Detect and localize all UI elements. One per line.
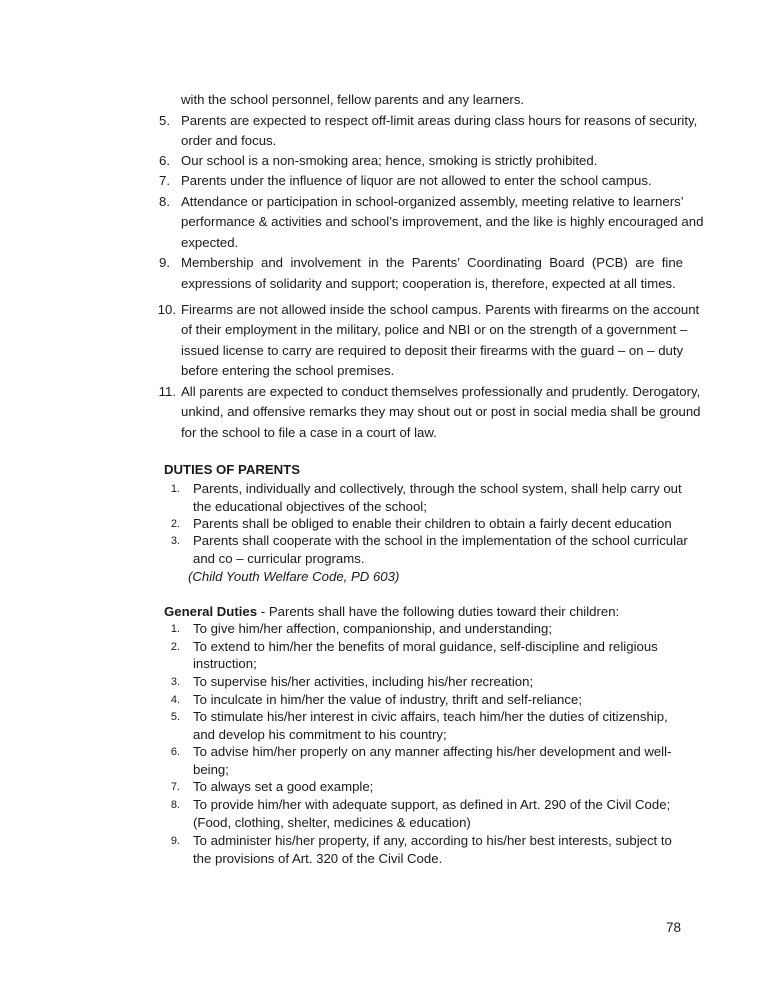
general-duty-4-line-1: To inculcate in him/her the value of industry, thrift and self-reliance; (193, 692, 582, 707)
rule-9-line-1 (181, 253, 683, 273)
rule-number: 5. (159, 113, 170, 128)
duty-3-line-1: Parents shall cooperate with the school in the implementation of the school curricular (193, 533, 688, 548)
duty-2-line-1: Parents shall be obliged to enable their children to obtain a fairly decent education (193, 516, 672, 531)
general-duty-number: 1. (170, 623, 180, 635)
rule-8-line-1: Attendance or participation in school-organized assembly, meeting relative to learners’ (181, 194, 684, 209)
rule-8-line-3: expected. (181, 235, 239, 250)
rule-number: 10. (157, 302, 176, 317)
general-duty-9-line-2: the provisions of Art. 320 of the Civil Code. (193, 851, 443, 866)
rule-10-line-1: Firearms are not allowed inside the school campus. Parents with firearms on the account (181, 302, 700, 317)
general-duty-number: 9. (170, 835, 180, 847)
duty-1-line-2: the educational objectives of the school; (193, 499, 427, 514)
general-duty-number: 6. (170, 746, 180, 758)
general-duty-number: 5. (170, 711, 180, 723)
general-duty-number: 7. (170, 781, 180, 793)
duties-of-parents-heading: DUTIES OF PARENTS (164, 462, 301, 477)
rule-number: 11. (158, 384, 176, 399)
rule-10-line-4: before entering the school premises. (181, 363, 395, 378)
general-duty-8-line-2: (Food, clothing, shelter, medicines & education) (193, 815, 471, 830)
rule-number: 9. (159, 255, 170, 270)
rule-number: 6. (159, 153, 170, 168)
general-duty-number: 2. (170, 641, 180, 653)
general-duty-5-line-2: and develop his commitment to his country; (193, 727, 447, 742)
duty-1-line-1: Parents, individually and collectively, through the school system, shall help carry out (193, 481, 682, 496)
rule-10-line-3: issued license to carry are required to deposit their firearms with the guard – on – duty (181, 343, 684, 358)
general-duty-9-line-1: To administer his/her property, if any, according to his/her best interests, subject to (193, 833, 672, 848)
rule-8-line-2: performance & activities and school’s improvement, and the like is highly encouraged and (181, 214, 704, 229)
general-duty-8-line-1: To provide him/her with adequate support, as defined in Art. 290 of the Civil Code; (193, 797, 671, 812)
general-duty-2-line-1: To extend to him/her the benefits of moral guidance, self-discipline and religious (193, 639, 658, 654)
rule-9-line-2: expressions of solidarity and support; cooperation is, therefore, expected at all times. (181, 276, 676, 291)
rule-5-line-2: order and focus. (181, 133, 277, 148)
rule-number: 8. (159, 194, 170, 209)
rule-11-line-3: for the school to file a case in a court of law. (181, 425, 437, 440)
general-duty-number: 8. (170, 799, 180, 811)
page-number: 78 (666, 920, 682, 935)
rule-7-line-1: Parents under the influence of liquor are not allowed to enter the school campus. (181, 173, 652, 188)
general-duty-6-line-2: being; (193, 762, 229, 777)
duty-number: 1. (170, 483, 180, 495)
rule-4-tail: with the school personnel, fellow parents and any learners. (181, 92, 525, 107)
general-duty-6-line-1: To advise him/her properly on any manner affecting his/her development and well- (193, 744, 672, 759)
duties-citation: (Child Youth Welfare Code, PD 603) (188, 569, 400, 584)
rule-10-line-2: of their employment in the military, police and NBI or on the strength of a government – (181, 322, 688, 337)
general-duty-number: 3. (170, 676, 180, 688)
rule-9-line-1-text: Membership and involvement in the Parents’ Coordinating Board (PCB) are fine (181, 255, 683, 270)
duty-number: 3. (170, 535, 180, 547)
general-duty-5-line-1: To stimulate his/her interest in civic affairs, teach him/her the duties of citizenship, (193, 709, 668, 724)
rule-number: 7. (159, 173, 170, 188)
duty-number: 2. (170, 518, 180, 530)
general-duty-7-line-1: To always set a good example; (193, 779, 374, 794)
general-duty-2-line-2: instruction; (193, 656, 257, 671)
rule-6-line-1: Our school is a non-smoking area; hence, smoking is strictly prohibited. (181, 153, 598, 168)
general-duties-intro-text: - Parents shall have the following duties toward their children: (257, 604, 620, 619)
rule-11-line-2: unkind, and offensive remarks they may shout out or post in social media shall be ground (181, 404, 701, 419)
rule-5-line-1: Parents are expected to respect off-limit areas during class hours for reasons of security, (181, 113, 698, 128)
general-duties-heading: General Duties (164, 604, 258, 619)
general-duty-3-line-1: To supervise his/her activities, including his/her recreation; (193, 674, 534, 689)
duty-3-line-2: and co – curricular programs. (193, 551, 365, 566)
general-duty-1-line-1: To give him/her affection, companionship, and understanding; (193, 621, 552, 636)
rule-11-line-1: All parents are expected to conduct themselves professionally and prudently. Derogatory, (181, 384, 701, 399)
general-duty-number: 4. (170, 694, 180, 706)
